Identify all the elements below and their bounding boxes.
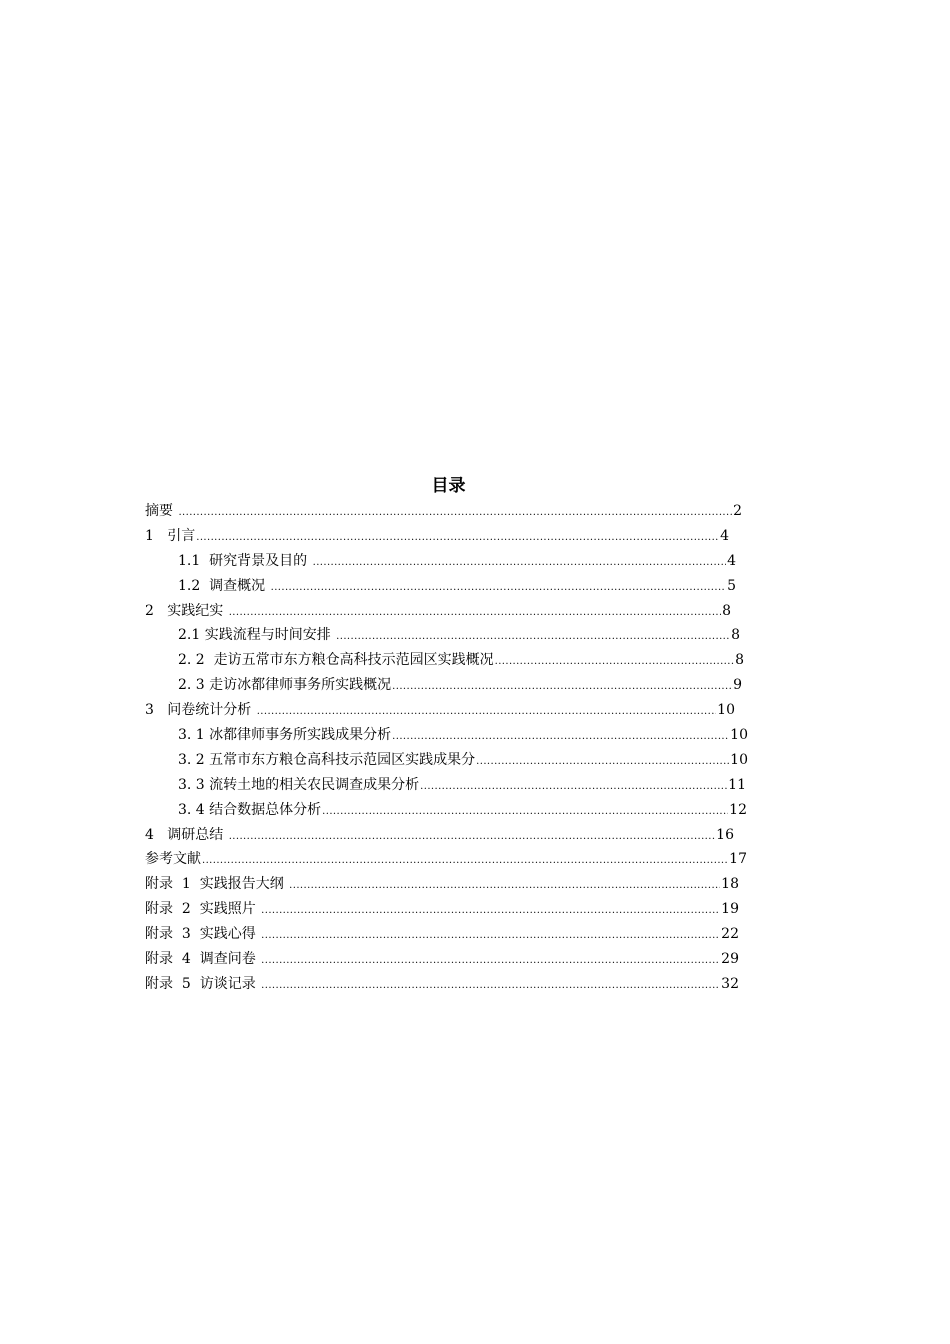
toc-entry[interactable] (145, 648, 744, 673)
toc-entry[interactable] (145, 947, 739, 972)
toc-entry[interactable] (145, 872, 739, 897)
toc-entry[interactable] (145, 922, 739, 947)
toc-entry-label: 4 调研总结 (145, 826, 228, 843)
toc-entry[interactable] (145, 599, 731, 624)
toc-entry-label: 2. 3 走访冰都律师事务所实践概况 (178, 677, 392, 694)
toc-entry-label: 3. 4 结合数据总体分析 (178, 801, 322, 818)
toc-dot-leader (495, 650, 734, 675)
toc-entry[interactable] (145, 798, 747, 823)
toc-entry-page-number: 18 (721, 876, 739, 893)
toc-entry[interactable] (145, 574, 736, 599)
toc-dot-leader (420, 775, 727, 800)
toc-entry-label: 3 问卷统计分析 (145, 702, 256, 719)
toc-entry-label: 附录 5 访谈记录 (145, 975, 261, 992)
toc-entry[interactable] (145, 673, 742, 698)
toc-entry-page-number: 12 (729, 801, 747, 818)
toc-dot-leader (322, 800, 728, 825)
toc-entry-label: 附录 3 实践心得 (145, 926, 261, 943)
toc-entry-label: 2. 2 走访五常市东方粮仓高科技示范园区实践概况 (178, 652, 494, 669)
toc-entry-page-number: 2 (733, 503, 742, 519)
toc-dot-leader (229, 825, 715, 850)
toc-entry-label: 1.2 调查概况 (178, 577, 270, 594)
toc-dot-leader (336, 625, 730, 650)
toc-entry-page-number: 10 (717, 702, 735, 719)
toc-dot-leader (261, 949, 720, 974)
toc-dot-leader (289, 874, 720, 899)
toc-dot-leader (392, 725, 729, 750)
toc-entry-page-number: 9 (733, 677, 742, 694)
toc-entry-label: 摘要 (145, 503, 178, 519)
toc-entry-label: 2.1 实践流程与时间安排 (178, 627, 336, 644)
toc-entry[interactable] (145, 773, 746, 798)
toc-entry-label: 3. 2 五常市东方粮仓高科技示范园区实践成果分 (178, 751, 476, 768)
toc-entry-page-number: 8 (731, 627, 740, 644)
toc-entry[interactable] (145, 499, 742, 524)
toc-entry-page-number: 22 (721, 926, 739, 943)
toc-entry-page-number: 11 (728, 776, 746, 793)
toc-dot-leader (271, 576, 726, 601)
toc-dot-leader (178, 501, 732, 526)
toc-entry-label: 3. 1 冰都律师事务所实践成果分析 (178, 727, 392, 744)
toc-entry-page-number: 16 (716, 826, 734, 843)
toc-entry-page-number: 8 (722, 602, 731, 619)
toc-entry[interactable] (145, 549, 736, 574)
toc-dot-leader (202, 849, 728, 874)
toc-entry-page-number: 29 (721, 951, 739, 968)
toc-dot-leader (261, 899, 720, 924)
toc-entry-label: 1 引言 (145, 527, 196, 544)
toc-entry-label: 附录 2 实践照片 (145, 901, 261, 918)
toc-entry[interactable] (145, 623, 740, 648)
toc-entry[interactable] (145, 897, 739, 922)
toc-entry-label: 2 实践纪实 (145, 602, 228, 619)
toc-dot-leader (257, 700, 716, 725)
toc-entry[interactable] (145, 723, 748, 748)
toc-entry[interactable] (145, 698, 735, 723)
toc-entry[interactable] (145, 972, 739, 997)
toc-entry[interactable] (145, 524, 729, 549)
toc-dot-leader (261, 974, 720, 999)
toc-entry-page-number: 32 (721, 975, 739, 992)
toc-entry[interactable] (145, 823, 734, 848)
toc-title: 目录 (431, 476, 466, 496)
toc-entry-page-number: 4 (720, 527, 729, 544)
toc-entry-label: 参考文献 (145, 851, 201, 868)
toc-entry-page-number: 4 (727, 552, 736, 569)
toc-entry-page-number: 10 (730, 727, 748, 744)
toc-dot-leader (392, 675, 732, 700)
table-of-contents (145, 499, 765, 997)
toc-entry-page-number: 5 (727, 577, 736, 594)
toc-entry[interactable] (145, 847, 747, 872)
toc-dot-leader (229, 601, 721, 626)
toc-entry[interactable] (145, 748, 748, 773)
toc-entry-label: 1.1 研究背景及目的 (178, 552, 312, 569)
toc-entry-page-number: 19 (721, 901, 739, 918)
toc-dot-leader (261, 924, 720, 949)
toc-dot-leader (196, 526, 719, 551)
toc-entry-label: 附录 4 调查问卷 (145, 951, 261, 968)
toc-entry-label: 3. 3 流转土地的相关农民调查成果分析 (178, 776, 420, 793)
toc-dot-leader (476, 750, 729, 775)
toc-entry-page-number: 17 (729, 851, 747, 868)
toc-dot-leader (313, 551, 726, 576)
toc-entry-page-number: 8 (735, 652, 744, 669)
toc-entry-page-number: 10 (730, 751, 748, 768)
toc-entry-label: 附录 1 实践报告大纲 (145, 876, 289, 893)
